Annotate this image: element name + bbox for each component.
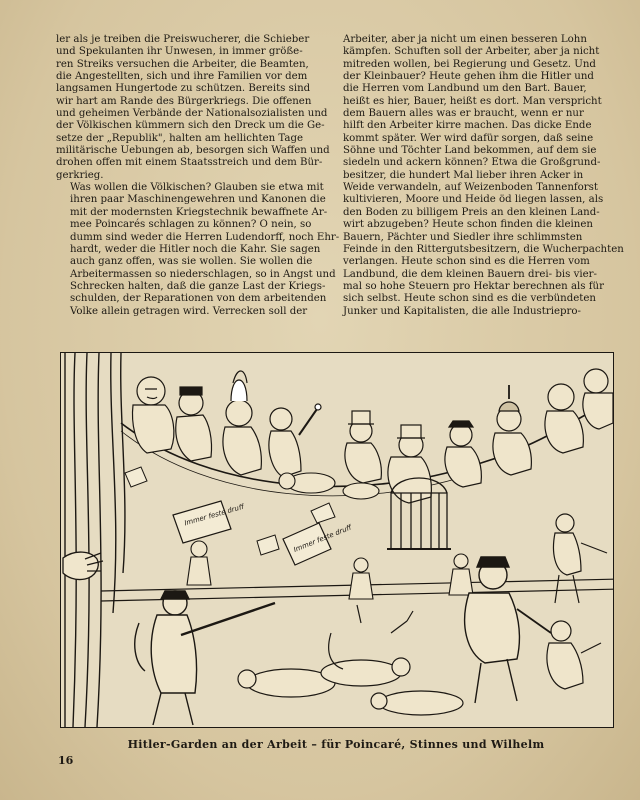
text-line: gerkrieg.: [56, 169, 104, 181]
text-line: hilft den Arbeiter kirre machen. Das dicke Ende: [343, 120, 592, 132]
text-line: wirt abzugeben? Heute schon finden die kleinen: [343, 219, 593, 231]
text-line: mitreden wollen, bei Regierung und Gesetz. Und: [343, 58, 596, 70]
text-line: Weide verwandeln, auf Weizenboden Tannenforst: [343, 182, 598, 194]
text-line: ler als je treiben die Preiswucherer, die Schieber: [56, 34, 310, 45]
text-line: der Kleinbauer? Heute gehen ihm die Hitler und: [343, 71, 594, 83]
text-line: und Spekulanten ihr Unwesen, in immer größe-: [56, 46, 303, 58]
text-line: Söhne und Töchter Land bekommen, auf dem sie: [343, 145, 597, 157]
text-line: kämpfen. Schuften soll der Arbeiter, aber ja nicht: [343, 46, 600, 58]
text-line: Was wollen die Völkischen? Glauben sie etwa mit: [70, 182, 324, 194]
text-line: kommt später. Wer wird dafür sorgen, daß seine: [343, 132, 594, 144]
text-line: die Herren vom Landbund um den Bart. Bauer,: [343, 83, 587, 95]
text-line: Volke allein getragen wird. Verrecken soll der: [70, 305, 308, 317]
page-number: 16: [58, 754, 74, 767]
text-line: mit der modernsten Kriegstechnik bewaffnete Ar-: [70, 206, 328, 218]
text-line: sich selbst. Heute schon sind es die verbündeten: [343, 293, 596, 305]
text-line: dumm sind weder die Herren Ludendorff, noch Ehr-: [70, 231, 340, 243]
text-line: langsamen Hungertode zu schützen. Bereits sind: [56, 83, 311, 95]
political-cartoon: [60, 352, 614, 728]
text-line: mee Poincarés schlagen zu können? O nein, so: [70, 219, 312, 231]
cartoon-drawing: [61, 353, 613, 727]
sign-2-text: Immer feste druff: [292, 523, 353, 554]
text-line: wir hart am Rande des Bürgerkriegs. Die offenen: [56, 95, 312, 107]
hand-holding-curtain: [63, 552, 103, 579]
text-line: Feinde in den Rittergutsbesitzern, die Wucherpachten: [343, 243, 624, 255]
large-figure-foreground-right: [465, 557, 551, 703]
text-line: siedeln und ackern können? Etwa die Großgrund-: [343, 157, 601, 169]
text-line: schulden, der Reparationen von dem arbeitenden: [70, 293, 327, 305]
text-line: der Völkischen kümmern sich den Dreck um die Ge-: [56, 120, 325, 132]
text-line: besitzer, die hundert Mal lieber ihren Acker in: [343, 169, 584, 181]
text-line: ren Streiks versuchen die Arbeiter, die Beamten,: [56, 58, 309, 70]
text-line: heißt es hier, Bauer, heißt es dort. Man verspricht: [343, 95, 602, 107]
text-line: militärische Uebungen ab, besorgen sich Waffen und: [56, 145, 330, 157]
text-line: Arbeiter, aber ja nicht um einen besseren Lohn: [343, 34, 587, 45]
figure-bottom-right: [547, 621, 601, 689]
text-line: mal so hohe Steuern pro Hektar berechnen als für: [343, 280, 604, 292]
curtain: [65, 353, 125, 727]
text-line: dem Bauern alles was er braucht, wenn er nur: [343, 108, 584, 120]
paragraph-1: [56, 34, 330, 182]
cartoon-caption: Hitler-Garden an der Arbeit – für Poincaré, Stinnes und Wilhelm: [127, 738, 545, 751]
text-line: Landbund, die dem kleinen Bauern drei- bis vier-: [343, 268, 597, 280]
text-line: ihren paar Maschinengewehren und Kanonen die: [70, 194, 326, 206]
text-line: Schrecken halten, daß die ganze Last der Kriegs-: [70, 280, 326, 292]
text-line: verlangen. Heute schon sind es die Herren vom: [343, 256, 590, 268]
text-line: kultivieren, Moore und Heide öd liegen lassen, als: [343, 194, 604, 206]
text-line: auch ganz offen, was sie wollen. Sie wollen die: [70, 256, 313, 268]
sign-1-text: Immer feste druff: [183, 502, 245, 528]
text-line: Bauern, Pächter und Siedler ihre schlimmsten: [343, 231, 583, 243]
sign-immer-feste-druff-2: [283, 523, 354, 565]
text-line: drohen offen mit einem Staatsstreich und dem Bür-: [56, 157, 323, 169]
rifleman-foreground: [135, 591, 275, 725]
text-line: die Angestellten, sich und ihre Familien vor dem: [56, 71, 308, 83]
text-line: Arbeitermassen so niederschlagen, so in Angst und: [70, 268, 336, 280]
text-line: setze der „Republik", halten am hellichten Tage: [56, 132, 304, 144]
sign-immer-feste-druff-1: [173, 501, 246, 543]
text-line: und geheimen Verbände der Nationalsozialisten und: [56, 108, 328, 120]
paragraph-2: [56, 182, 340, 318]
text-line: Junker und Kapitalisten, die alle Industriepro-: [343, 305, 581, 317]
left-text-column: [56, 34, 340, 318]
text-line: den Boden zu billigem Preis an den kleinen Land-: [343, 206, 600, 218]
caricature-figures-top: [133, 369, 613, 503]
fallen-workers-pile: [238, 605, 463, 715]
text-line: hardt, weder die Hitler noch die Kahr. Sie sagen: [70, 243, 321, 255]
paragraph-3: [343, 34, 624, 318]
right-text-column: [343, 34, 624, 318]
